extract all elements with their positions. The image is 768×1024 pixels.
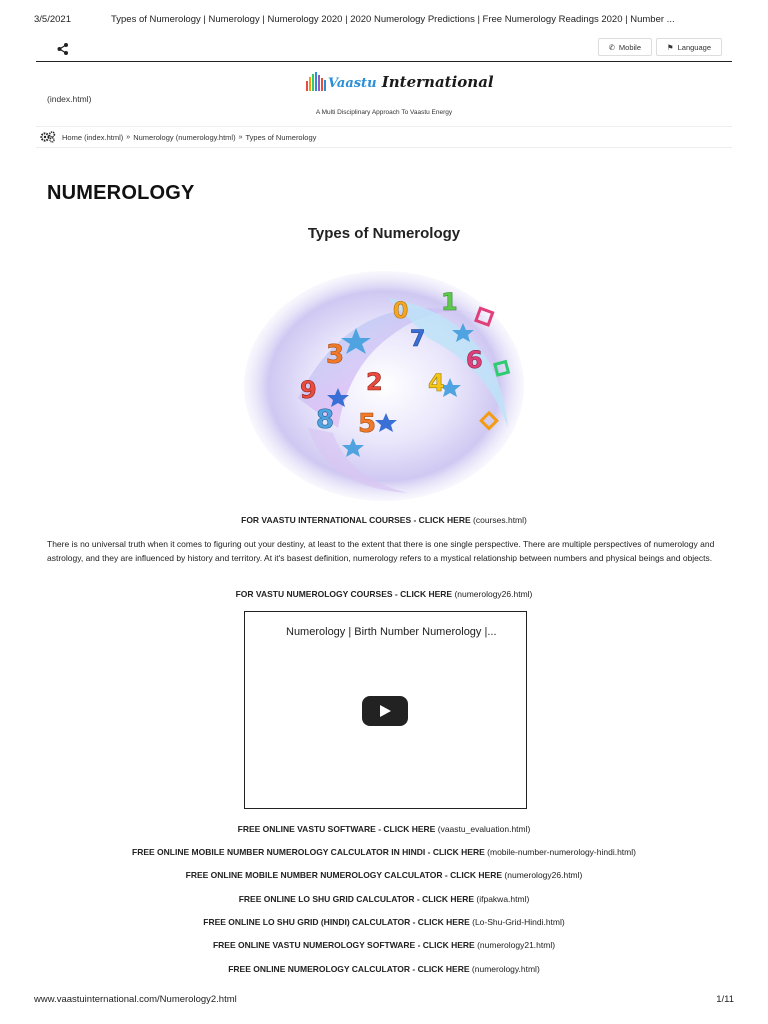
courses-link-href: (courses.html) [473,515,527,525]
index-link[interactable]: (index.html) [47,94,92,104]
hero-number-1: 1 [441,288,458,316]
share-icon[interactable] [56,42,70,56]
site-logo[interactable] [306,72,494,91]
hero-number-6: 6 [466,346,483,374]
mobile-calculator-link-row[interactable] [0,870,768,880]
footer-url: www.vaastuinternational.com/Numerology2.html [34,994,237,1005]
link-label[interactable]: FREE ONLINE VASTU SOFTWARE - CLICK HERE [237,824,436,834]
link-href: (ifpakwa.html) [476,894,530,904]
link-label[interactable]: FREE ONLINE VASTU NUMEROLOGY SOFTWARE - CLICK HERE [212,940,475,950]
breadcrumb-separator-icon: » [126,133,131,141]
link-href: (Lo-Shu-Grid-Hindi.html) [472,917,565,927]
link-href: (numerology.html) [471,964,540,974]
breadcrumb-home[interactable]: Home (index.html) [62,132,124,142]
breadcrumb-current: Types of Numerology [245,132,317,142]
vastu-numerology-software-link-row[interactable] [0,940,768,950]
numerology-calculator-link-row[interactable] [0,964,768,974]
top-bar [36,38,732,62]
gears-icon [40,131,56,143]
link-href: (numerology21.html) [477,940,556,950]
tagline: A Multi Disciplinary Approach To Vaastu Energy [315,109,453,116]
numerology-courses-link-label[interactable]: FOR VASTU NUMEROLOGY COURSES - CLICK HERE [235,589,453,599]
language-icon: ⚑ [666,42,674,52]
language-label: Language [677,42,711,52]
language-button[interactable] [656,38,722,56]
link-label[interactable]: FREE ONLINE MOBILE NUMBER NUMEROLOGY CALCULATOR - CLICK HERE [185,870,503,880]
section-title: Types of Numerology [307,225,461,242]
link-label[interactable]: FREE ONLINE MOBILE NUMBER NUMEROLOGY CALCULATOR IN HINDI - CLICK HERE [132,847,485,857]
courses-link-row[interactable] [0,515,768,525]
hero-number-0: 0 [393,299,409,324]
mobile-label: Mobile [618,42,641,52]
breadcrumb-numerology[interactable]: Numerology (numerology.html) [133,132,236,142]
hero-number-8: 8 [316,405,335,435]
hero-number-2: 2 [366,368,383,396]
courses-link-label[interactable]: FOR VAASTU INTERNATIONAL COURSES - CLICK HERE [241,515,471,525]
print-header [34,14,748,25]
footer-page-number: 1/11 [716,994,734,1005]
print-title: Types of Numerology | Numerology | Numerology 2020 | 2020 Numerology Predictions | Free Numerology Readings 2020 | Number ... [110,14,675,25]
logo-text [328,73,494,91]
logo-prefix: Vaastu [328,76,377,91]
link-label[interactable]: FREE ONLINE NUMEROLOGY CALCULATOR - CLICK HERE [228,964,470,974]
link-label[interactable]: FREE ONLINE LO SHU GRID CALCULATOR - CLICK HERE [238,894,475,904]
video-title[interactable]: Numerology | Birth Number Numerology |... [286,626,497,638]
intro-paragraph: There is no universal truth when it comes to figuring out your destiny, at least to the extent that there is one single perspective. There are multiple perspectives of numerology and astrology, and they are influenced by history and territory. At it's basest definition, numerology refers to a mystical relationship between numbers and physical beings and objects. [47,539,715,563]
mobile-button[interactable] [598,38,652,56]
numerology-courses-link-href: (numerology26.html) [454,589,533,599]
numerology-hero-image [238,258,530,503]
numerology-courses-link-row[interactable] [0,589,768,599]
page-title: NUMEROLOGY [47,182,195,204]
play-icon[interactable] [362,696,408,726]
phone-icon: ✆ [608,42,615,52]
hero-number-4: 4 [428,369,445,397]
hero-number-3: 3 [326,340,345,370]
breadcrumb [36,126,732,148]
link-href: (mobile-number-numerology-hindi.html) [487,847,636,857]
link-label[interactable]: FREE ONLINE LO SHU GRID (HINDI) CALCULATOR - CLICK HERE [203,917,470,927]
lo-shu-grid-hindi-link-row[interactable] [0,917,768,927]
link-href: (numerology26.html) [504,870,583,880]
hero-number-5: 5 [358,409,377,439]
hero-number-7: 7 [410,327,426,352]
vastu-software-link-row[interactable] [0,824,768,834]
print-date: 3/5/2021 [34,14,71,25]
logo-bars-icon [306,72,326,91]
video-embed[interactable] [244,611,527,809]
mobile-hindi-calculator-link-row[interactable] [0,847,768,857]
logo-suffix: International [381,73,494,91]
breadcrumb-separator-icon: » [238,133,243,141]
lo-shu-grid-link-row[interactable] [0,894,768,904]
link-href: (vaastu_evaluation.html) [437,824,531,834]
hero-number-9: 9 [300,376,317,404]
